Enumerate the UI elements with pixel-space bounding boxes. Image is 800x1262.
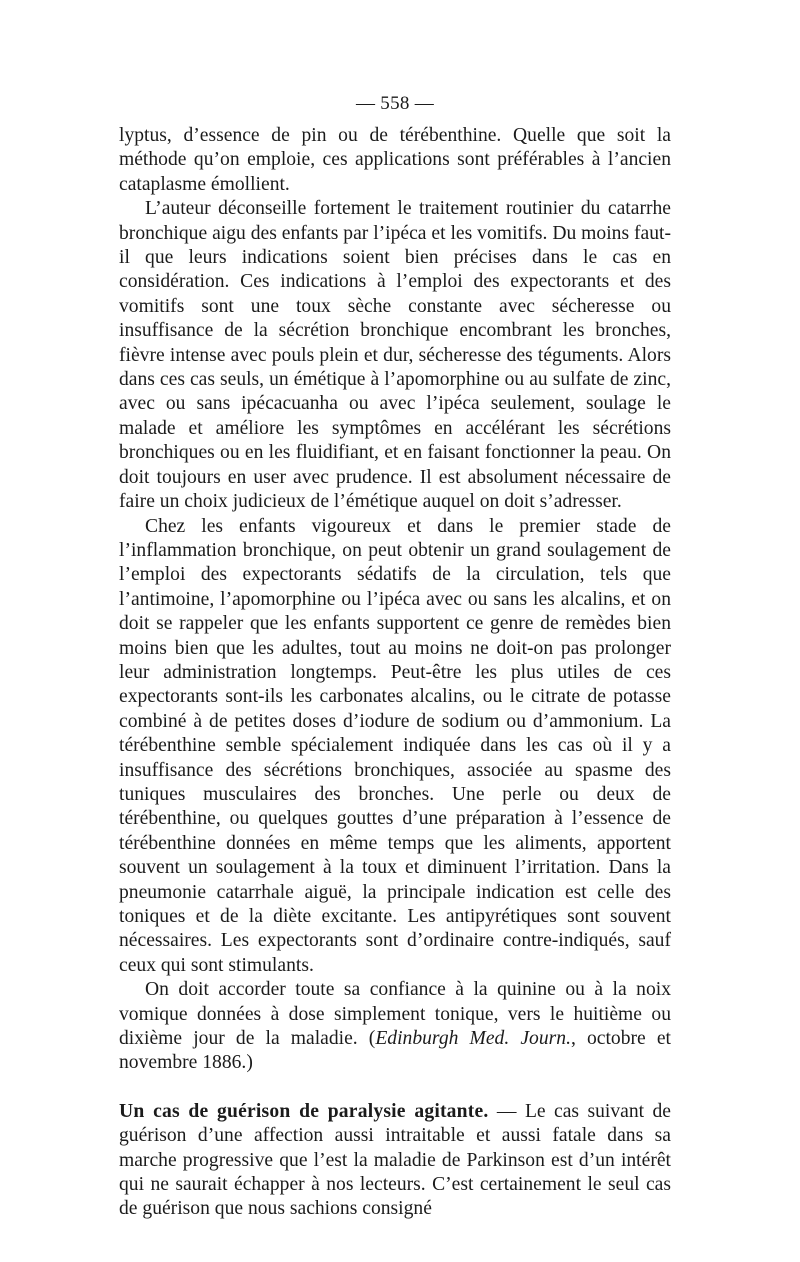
paragraph-paralysie bbox=[119, 1100, 671, 1222]
quinine-text-after: , octobre et novembre 1886.) bbox=[119, 1028, 672, 1074]
page-number: — 558 — bbox=[355, 93, 435, 114]
section-title-paralysie: Un cas de guérison de paralysie agitante. bbox=[119, 1100, 489, 1122]
paragraph-quinine bbox=[119, 978, 671, 1076]
journal-citation: Edinburgh Med. Journ. bbox=[375, 1028, 571, 1050]
page-text bbox=[119, 124, 671, 1222]
quinine-text-before: On doit accorder toute sa confiance à la quinine ou à la noix vomique données à dose simplement tonique, vers le huitième ou dixième jour de la maladie. ( bbox=[119, 979, 671, 1050]
paragraph-auteur: L’auteur déconseille fortement le traitement routinier du catarrhe bronchique aigu des enfants par l’ipéca et les vomitifs. Du moins faut-il que leurs indications soient bien précises dans le cas en considération. Ces indications à l’emploi des expectorants et des vomitifs sont une toux sèche constante avec sécheresse ou insuffisance de la sécrétion bronchique encombrant les bronches, fièvre intense avec pouls plein et dur, sécheresse des téguments. Alors dans ces cas seuls, un émétique à l’apomorphine ou au sulfate de zinc, avec ou sans ipécacuanha ou avec l’ipéca seulement, soulage le malade et améliore les symptômes en accélérant les sécrétions bronchiques ou en les fluidifiant, et en faisant fonctionner la peau. On doit toujours en user avec prudence. Il est absolument nécessaire de faire un choix judicieux de l’émétique auquel on doit s’adresser. bbox=[119, 198, 671, 513]
paragraph-enfants-vigoureux: Chez les enfants vigoureux et dans le premier stade de l’inflammation bronchique, on peut obtenir un grand soulagement de l’emploi des expectorants sédatifs de la circulation, tels que l’antimoine, l’apomorphine ou l’ipéca avec ou sans les alcalins, et on doit se rappeler que les enfants supportent ce genre de remèdes bien moins bien que les adultes, tout au moins ne doit-on pas prolonger leur administration longtemps. Peut-être les plus utiles de ces expectorants sont-ils les carbonates alcalins, ou le citrate de potasse combiné à de petites doses d’iodure de sodium ou d’ammonium. La térébenthine semble spécialement indiquée dans les cas où il y a insuffisance des sécrétions bronchiques, associée au spasme des tuniques musculaires des bronches. Une perle ou deux de térébenthine, ou quelques gouttes d’une préparation à l’essence de térébenthine données en même temps que les aliments, apportent souvent un soulagement à la toux et diminuent l’irritation. Dans la pneumonie catarrhale aiguë, la principale indication est celle des toniques et de la diète excitante. Les antipyrétiques sont souvent nécessaires. Les expectorants sont d’ordinaire contre-indiqués, sauf ceux qui sont stimulants. bbox=[119, 515, 671, 976]
document-page bbox=[119, 92, 671, 1222]
paragraph-lyptus: lyptus, d’essence de pin ou de térébenthine. Quelle que soit la méthode qu’on emploie, ces applications sont préférables à l’ancien cataplasme émollient. bbox=[119, 125, 671, 195]
paralysie-text: — Le cas suivant de guérison d’une affection aussi intraitable et aussi fatale dans sa marche progressive que l’est la maladie de Parkinson est d’un intérêt qui ne saurait échapper à nos lecteurs. C’est certainement le seul cas de guérison que nous sachions consigné bbox=[119, 1100, 671, 1220]
